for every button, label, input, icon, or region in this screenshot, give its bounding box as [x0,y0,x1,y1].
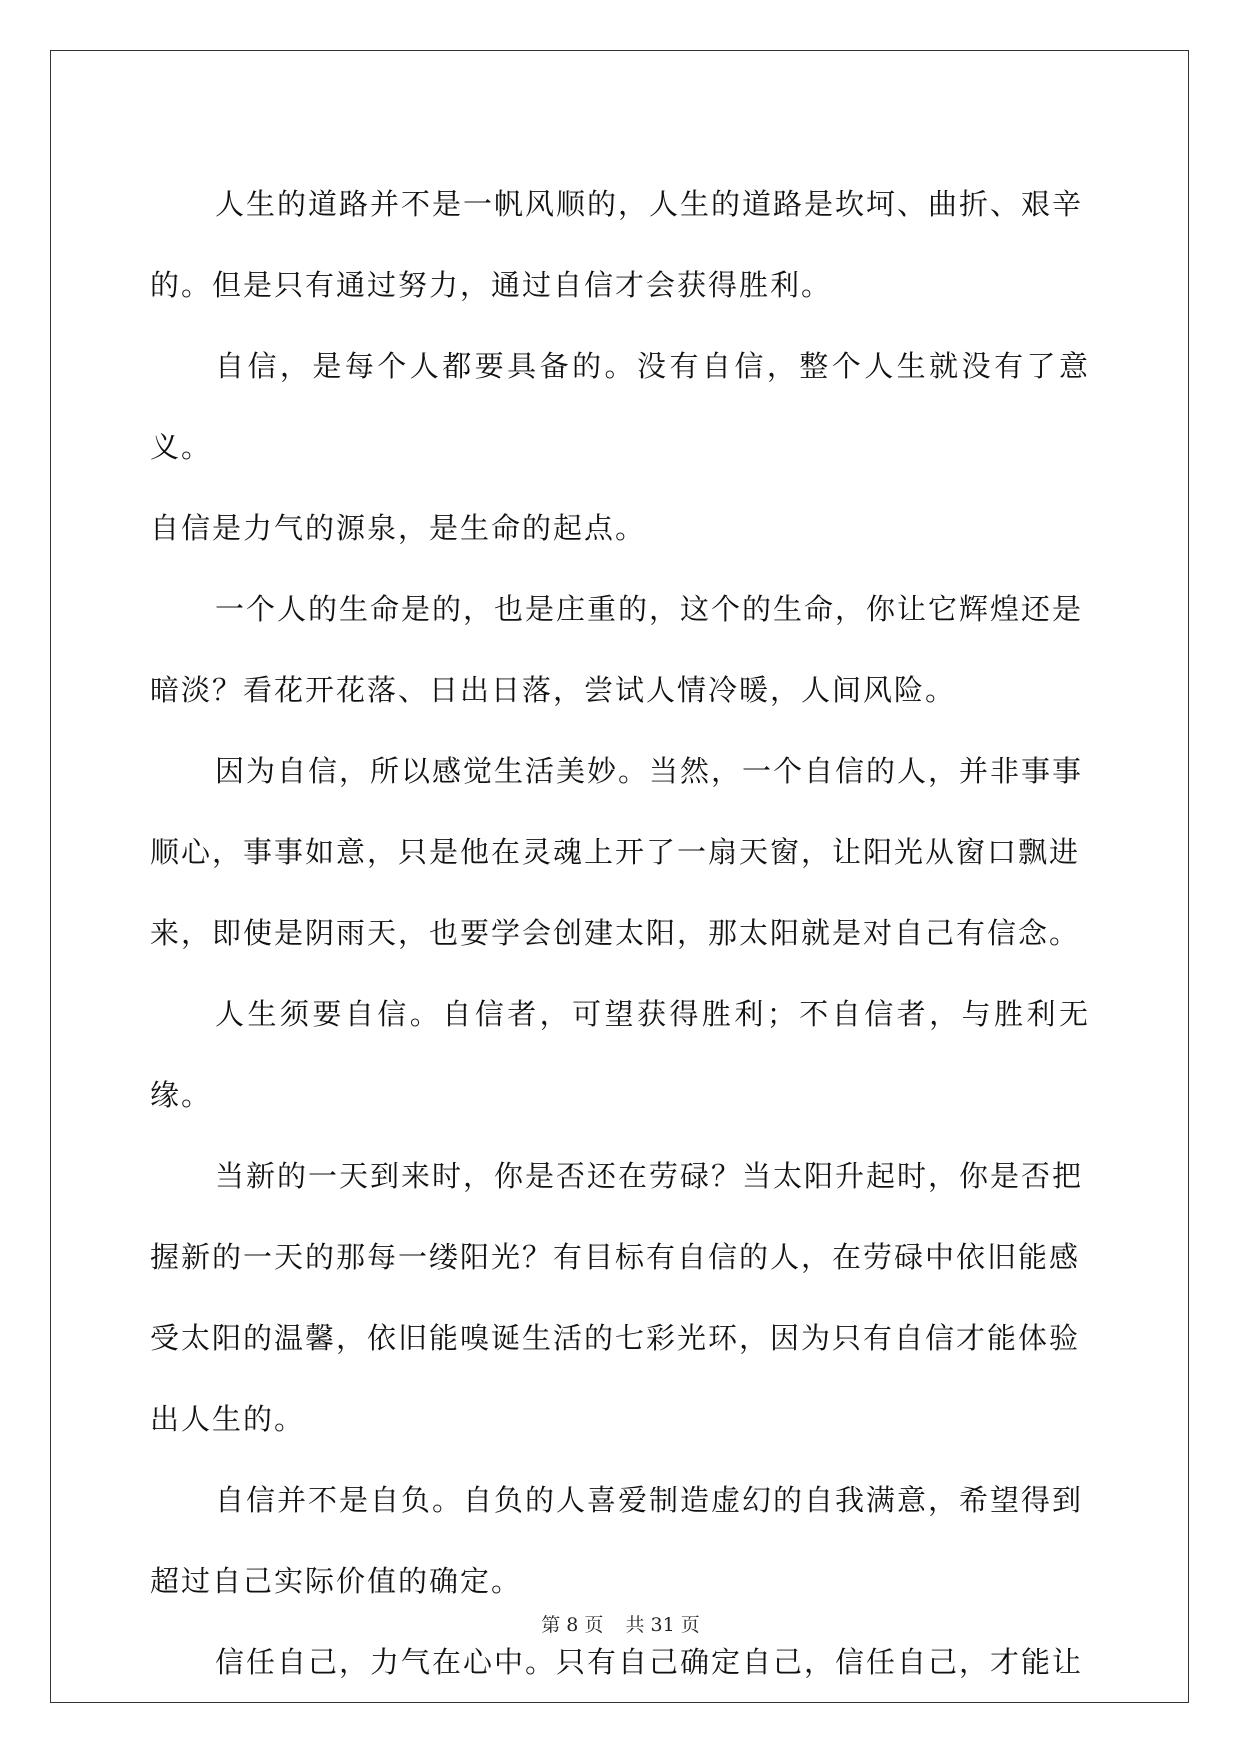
paragraph-line: 顺心，事事如意，只是他在灵魂上开了一扇天窗，让阳光从窗口飘进 [150,835,1081,869]
paragraph-line: 超过自己实际价值的确定。 [150,1564,523,1598]
paragraph-line: 来，即使是阴雨天，也要学会创建太阳，那太阳就是对自己有信念。 [150,916,1081,950]
paragraph-line: 一个人的生命是的，也是庄重的，这个的生命，你让它辉煌还是 [215,592,1084,626]
paragraph [150,974,1090,1136]
paragraph [150,731,1090,974]
paragraph [150,1136,1090,1460]
paragraph-line: 自信并不是自负。自负的人喜爱制造虚幻的自我满意，希望得到 [215,1483,1084,1517]
paragraph-line: 自信，是每个人都要具备的。没有自信，整个人生就没有了意义。 [150,349,1090,464]
paragraph [150,164,1090,326]
paragraph-line: 人生须要自信。自信者，可望获得胜利；不自信者，与胜利无缘。 [150,997,1090,1112]
paragraph [150,1460,1090,1622]
paragraph-line: 因为自信，所以感觉生活美妙。当然，一个自信的人，并非事事 [215,754,1084,788]
paragraph-line: 受太阳的温馨，依旧能嗅诞生活的七彩光环，因为只有自信才能体验 [150,1321,1081,1355]
paragraph-line: 自信是力气的源泉，是生命的起点。 [150,511,647,545]
paragraph-line: 的。但是只有通过努力，通过自信才会获得胜利。 [150,268,833,302]
paragraph [150,326,1090,569]
paragraph-line: 握新的一天的那每一缕阳光？有目标有自信的人，在劳碌中依旧能感 [150,1240,1081,1274]
body-text [150,164,1090,1703]
page-footer [0,1610,1241,1637]
paragraph-line: 暗淡？看花开花落、日出日落，尝试人情冷暖，人间风险。 [150,673,957,707]
page-total: 共 31 页 [625,1614,700,1636]
paragraph-line: 出人生的。 [150,1402,306,1436]
page-number: 第 8 页 [541,1614,604,1636]
paragraph-line: 信任自己，力气在心中。只有自己确定自己，信任自己，才能让 [215,1645,1084,1679]
paragraph-line: 当新的一天到来时，你是否还在劳碌？当太阳升起时，你是否把 [215,1159,1084,1193]
paragraph-line: 人生的道路并不是一帆风顺的，人生的道路是坎坷、曲折、艰辛 [215,187,1084,221]
paragraph [150,569,1090,731]
